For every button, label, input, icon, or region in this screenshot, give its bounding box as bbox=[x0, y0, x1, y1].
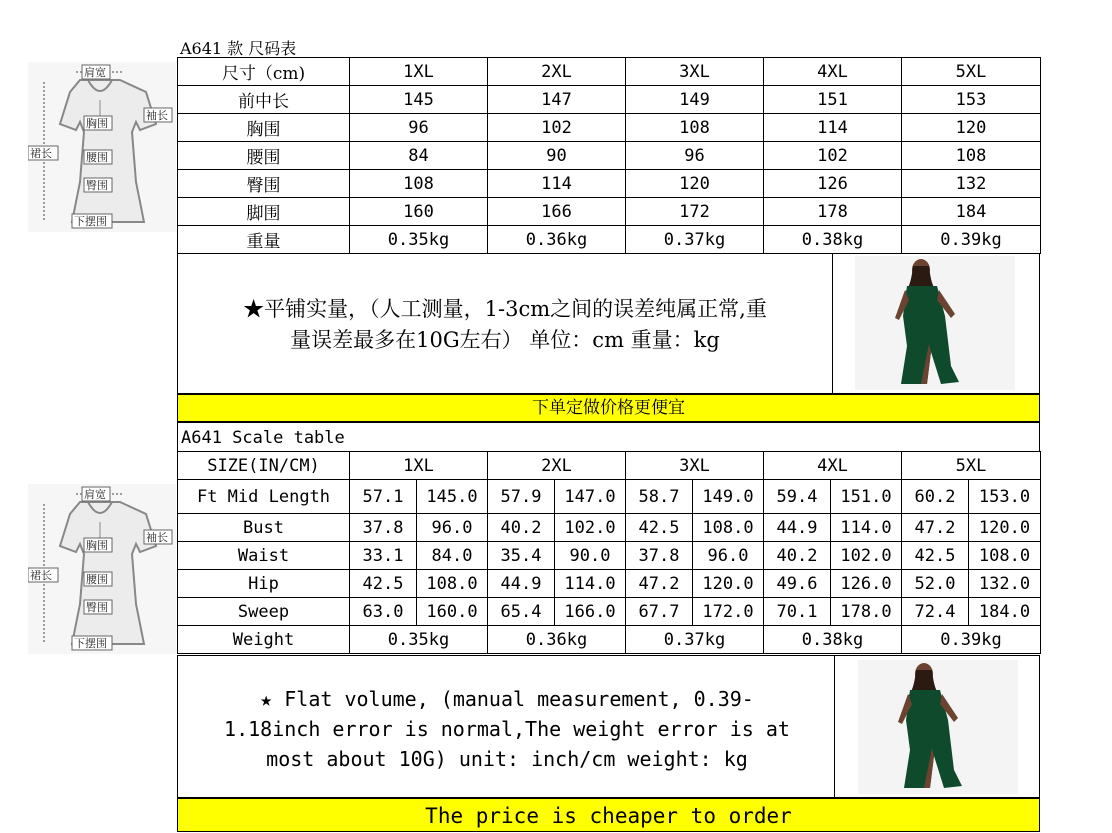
table-row bbox=[178, 598, 1041, 626]
cn-header-cell: 1XL bbox=[350, 58, 488, 86]
table-cell: 37.8 bbox=[626, 542, 693, 570]
table-cell: 0.39kg bbox=[902, 626, 1041, 654]
table-cell: 40.2 bbox=[488, 514, 555, 542]
table-cell: 132 bbox=[902, 170, 1041, 198]
table-cell: 184 bbox=[902, 198, 1041, 226]
table-cell: 47.2 bbox=[902, 514, 969, 542]
en-header-cell: 5XL bbox=[902, 452, 1041, 480]
table-cell: 33.1 bbox=[350, 542, 417, 570]
table-cell: 0.38kg bbox=[764, 626, 902, 654]
table-row bbox=[178, 626, 1041, 654]
cn-header-cell: 3XL bbox=[626, 58, 764, 86]
table-cell: 172.0 bbox=[693, 598, 764, 626]
cn-header-row bbox=[178, 58, 1041, 86]
row-label: 腰围 bbox=[178, 142, 350, 170]
table-row bbox=[178, 170, 1041, 198]
en-header-cell: 3XL bbox=[626, 452, 764, 480]
table-cell: 0.36kg bbox=[488, 626, 626, 654]
cn-size-chart-title: A641 款 尺码表 bbox=[180, 39, 297, 58]
table-cell: 114.0 bbox=[555, 570, 626, 598]
table-cell: 166.0 bbox=[555, 598, 626, 626]
row-label: Bust bbox=[178, 514, 350, 542]
waist-label: 腰围 bbox=[86, 151, 108, 164]
row-label: Sweep bbox=[178, 598, 350, 626]
table-cell: 90 bbox=[488, 142, 626, 170]
en-measurement-note bbox=[184, 684, 830, 774]
table-cell: 126.0 bbox=[831, 570, 902, 598]
table-cell: 0.35kg bbox=[350, 226, 488, 254]
en-note-line: 1.18inch error is normal,The weight error is at bbox=[224, 717, 790, 741]
table-cell: 0.38kg bbox=[764, 226, 902, 254]
en-header-cell: SIZE(IN/CM) bbox=[178, 452, 350, 480]
en-header-row bbox=[178, 452, 1041, 480]
skirt-length-label: 裙长 bbox=[30, 147, 52, 160]
cn-note-line: ★平铺实量，（人工测量，1-3cm之间的误差纯属正常,重 bbox=[243, 297, 767, 321]
table-cell: 147 bbox=[488, 86, 626, 114]
table-cell: 42.5 bbox=[626, 514, 693, 542]
table-cell: 153.0 bbox=[969, 480, 1041, 514]
chest-label: 胸围 bbox=[86, 539, 108, 552]
table-cell: 160 bbox=[350, 198, 488, 226]
cn-header-cell: 5XL bbox=[902, 58, 1041, 86]
table-cell: 114 bbox=[764, 114, 902, 142]
table-cell: 35.4 bbox=[488, 542, 555, 570]
table-row bbox=[178, 514, 1041, 542]
model-photo-cn bbox=[855, 256, 1015, 390]
table-row bbox=[178, 142, 1041, 170]
cn-size-table bbox=[177, 57, 1041, 254]
table-cell: 132.0 bbox=[969, 570, 1041, 598]
table-cell: 63.0 bbox=[350, 598, 417, 626]
row-label: 重量 bbox=[178, 226, 350, 254]
table-cell: 102.0 bbox=[831, 542, 902, 570]
cn-header-cell: 尺寸（cm) bbox=[178, 58, 350, 86]
table-cell: 84.0 bbox=[417, 542, 488, 570]
table-cell: 42.5 bbox=[350, 570, 417, 598]
table-cell: 0.37kg bbox=[626, 626, 764, 654]
table-cell: 172 bbox=[626, 198, 764, 226]
table-cell: 60.2 bbox=[902, 480, 969, 514]
table-cell: 120.0 bbox=[969, 514, 1041, 542]
chest-label: 胸围 bbox=[86, 117, 108, 130]
table-cell: 120.0 bbox=[693, 570, 764, 598]
hip-label: 臀围 bbox=[86, 179, 108, 192]
table-row bbox=[178, 198, 1041, 226]
table-cell: 59.4 bbox=[764, 480, 831, 514]
hip-label: 臀围 bbox=[86, 601, 108, 614]
shoulder-label: 肩宽 bbox=[84, 488, 106, 501]
row-label: Waist bbox=[178, 542, 350, 570]
table-cell: 44.9 bbox=[488, 570, 555, 598]
en-price-banner: The price is cheaper to order bbox=[177, 798, 1040, 832]
row-label: Ft Mid Length bbox=[178, 480, 350, 514]
table-cell: 49.6 bbox=[764, 570, 831, 598]
table-row bbox=[178, 542, 1041, 570]
table-cell: 147.0 bbox=[555, 480, 626, 514]
table-cell: 72.4 bbox=[902, 598, 969, 626]
table-cell: 149 bbox=[626, 86, 764, 114]
table-cell: 70.1 bbox=[764, 598, 831, 626]
table-cell: 44.9 bbox=[764, 514, 831, 542]
table-cell: 47.2 bbox=[626, 570, 693, 598]
table-cell: 65.4 bbox=[488, 598, 555, 626]
table-cell: 57.1 bbox=[350, 480, 417, 514]
table-cell: 145.0 bbox=[417, 480, 488, 514]
table-cell: 40.2 bbox=[764, 542, 831, 570]
cn-header-cell: 4XL bbox=[764, 58, 902, 86]
table-row bbox=[178, 570, 1041, 598]
cn-note-line: 量误差最多在10G左右） 单位：cm 重量：kg bbox=[290, 328, 720, 352]
en-size-chart-title: A641 Scale table bbox=[181, 428, 345, 448]
waist-label: 腰围 bbox=[86, 573, 108, 586]
cn-price-banner: 下单定做价格更便宜 bbox=[177, 394, 1040, 422]
sleeve-label: 袖长 bbox=[146, 531, 168, 544]
table-cell: 57.9 bbox=[488, 480, 555, 514]
row-label: 脚围 bbox=[178, 198, 350, 226]
table-cell: 114 bbox=[488, 170, 626, 198]
table-cell: 178 bbox=[764, 198, 902, 226]
hem-label: 下摆围 bbox=[74, 637, 107, 650]
table-cell: 0.35kg bbox=[350, 626, 488, 654]
row-label: 臀围 bbox=[178, 170, 350, 198]
table-cell: 90.0 bbox=[555, 542, 626, 570]
table-cell: 178.0 bbox=[831, 598, 902, 626]
sleeve-label: 袖长 bbox=[146, 109, 168, 122]
row-label: 前中长 bbox=[178, 86, 350, 114]
table-cell: 102 bbox=[764, 142, 902, 170]
table-cell: 108.0 bbox=[417, 570, 488, 598]
en-note-line: most about 10G) unit: inch/cm weight: kg bbox=[266, 747, 748, 771]
en-size-table bbox=[177, 451, 1041, 654]
table-cell: 108.0 bbox=[969, 542, 1041, 570]
row-label: Weight bbox=[178, 626, 350, 654]
table-cell: 42.5 bbox=[902, 542, 969, 570]
table-cell: 96.0 bbox=[693, 542, 764, 570]
table-cell: 149.0 bbox=[693, 480, 764, 514]
table-cell: 96 bbox=[626, 142, 764, 170]
skirt-length-label: 裙长 bbox=[30, 569, 52, 582]
table-cell: 145 bbox=[350, 86, 488, 114]
table-cell: 120 bbox=[626, 170, 764, 198]
table-cell: 37.8 bbox=[350, 514, 417, 542]
model-photo-en bbox=[858, 660, 1018, 794]
table-cell: 184.0 bbox=[969, 598, 1041, 626]
table-cell: 166 bbox=[488, 198, 626, 226]
table-cell: 108 bbox=[626, 114, 764, 142]
table-row bbox=[178, 480, 1041, 514]
table-cell: 102 bbox=[488, 114, 626, 142]
table-row bbox=[178, 86, 1041, 114]
table-cell: 160.0 bbox=[417, 598, 488, 626]
table-row bbox=[178, 226, 1041, 254]
table-cell: 108 bbox=[350, 170, 488, 198]
table-cell: 84 bbox=[350, 142, 488, 170]
table-cell: 114.0 bbox=[831, 514, 902, 542]
table-cell: 120 bbox=[902, 114, 1041, 142]
en-note-line: ★ Flat volume, (manual measurement, 0.39- bbox=[260, 687, 754, 711]
hem-label: 下摆围 bbox=[74, 215, 107, 228]
row-label: Hip bbox=[178, 570, 350, 598]
table-cell: 151 bbox=[764, 86, 902, 114]
table-cell: 102.0 bbox=[555, 514, 626, 542]
shoulder-label: 肩宽 bbox=[84, 66, 106, 79]
table-cell: 108 bbox=[902, 142, 1041, 170]
row-label: 胸围 bbox=[178, 114, 350, 142]
table-cell: 96 bbox=[350, 114, 488, 142]
table-cell: 126 bbox=[764, 170, 902, 198]
cn-header-cell: 2XL bbox=[488, 58, 626, 86]
table-cell: 52.0 bbox=[902, 570, 969, 598]
table-cell: 67.7 bbox=[626, 598, 693, 626]
garment-diagram-en bbox=[28, 484, 176, 654]
cn-measurement-note bbox=[180, 294, 830, 356]
table-cell: 151.0 bbox=[831, 480, 902, 514]
table-cell: 0.36kg bbox=[488, 226, 626, 254]
en-header-cell: 4XL bbox=[764, 452, 902, 480]
table-row bbox=[178, 114, 1041, 142]
en-header-cell: 1XL bbox=[350, 452, 488, 480]
garment-diagram-cn bbox=[28, 62, 176, 232]
table-cell: 58.7 bbox=[626, 480, 693, 514]
table-cell: 108.0 bbox=[693, 514, 764, 542]
en-header-cell: 2XL bbox=[488, 452, 626, 480]
table-cell: 0.37kg bbox=[626, 226, 764, 254]
table-cell: 153 bbox=[902, 86, 1041, 114]
table-cell: 96.0 bbox=[417, 514, 488, 542]
table-cell: 0.39kg bbox=[902, 226, 1041, 254]
